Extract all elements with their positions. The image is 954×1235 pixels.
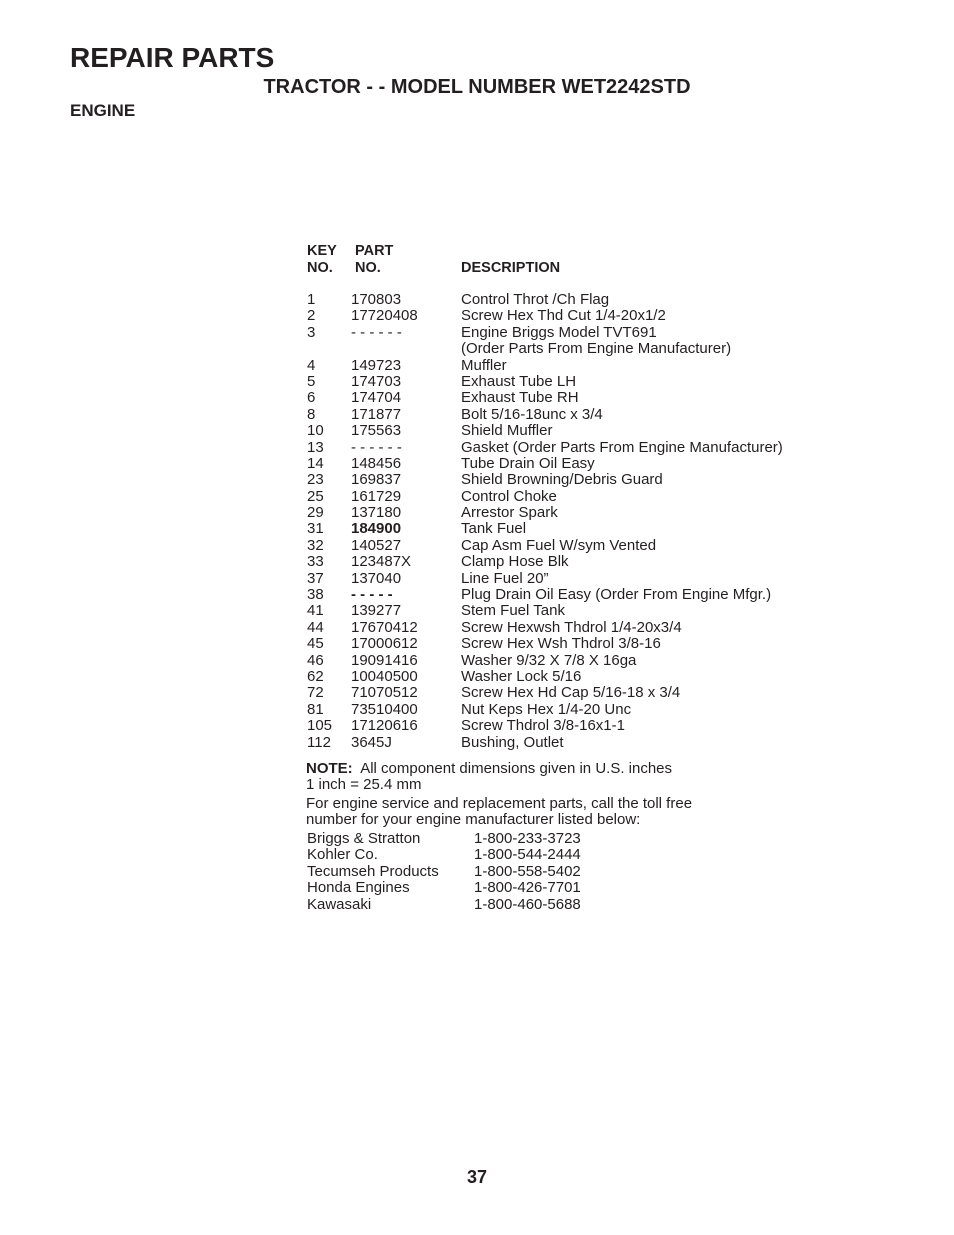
part-description: Cap Asm Fuel W/sym Vented (461, 536, 657, 554)
part-number: 170803 (351, 291, 402, 308)
part-number: 149723 (351, 356, 402, 374)
manufacturer-phone: 1-800-544-2444 (474, 846, 581, 864)
part-description: Screw Hex Hd Cap 5/16-18 x 3/4 (461, 684, 681, 702)
part-number: - - - - - - (351, 323, 402, 341)
key-header-line1: KEY (307, 243, 337, 259)
part-number: 73510400 (351, 700, 418, 718)
part-number: - - - - - - (351, 438, 402, 456)
part-description: Engine Briggs Model TVT691 (461, 323, 657, 341)
key-number: 62 (307, 667, 324, 685)
page-title: REPAIR PARTS (70, 42, 275, 73)
part-number: 148456 (351, 454, 402, 472)
note-label: NOTE: (306, 760, 353, 777)
part-number: 169837 (351, 471, 402, 489)
key-number: 31 (307, 520, 324, 538)
manufacturer-phone: 1-800-460-5688 (474, 895, 581, 913)
part-number: 17670412 (351, 618, 418, 636)
part-description: Bolt 5/16-18unc x 3/4 (461, 405, 603, 423)
part-description: Clamp Hose Blk (461, 553, 569, 571)
part-number: 139277 (351, 602, 402, 620)
key-number: 10 (307, 422, 324, 440)
key-number: 44 (307, 618, 324, 636)
part-number: 17000612 (351, 635, 418, 653)
part-number: 174704 (351, 389, 402, 407)
key-number: 4 (307, 356, 316, 374)
part-description: Control Choke (461, 487, 557, 505)
part-description: Line Fuel 20” (461, 569, 549, 587)
part-description: Nut Keps Hex 1/4-20 Unc (461, 700, 632, 718)
part-number: 137040 (351, 569, 402, 587)
part-description: Tank Fuel (461, 520, 527, 538)
key-number: 45 (307, 635, 324, 653)
part-description: Shield Muffler (461, 422, 553, 440)
part-number: - - - - - (351, 586, 393, 604)
part-description: Stem Fuel Tank (461, 602, 565, 620)
part-number: 19091416 (351, 651, 418, 669)
part-number: 174703 (351, 372, 402, 390)
part-number: 161729 (351, 487, 402, 505)
key-number: 6 (307, 389, 316, 407)
part-description: Washer 9/32 X 7/8 X 16ga (461, 651, 637, 669)
key-number: 72 (307, 684, 324, 702)
section-heading: ENGINE (70, 101, 136, 120)
part-description: Gasket (Order Parts From Engine Manufacturer) (461, 438, 783, 456)
key-number: 25 (307, 487, 324, 505)
page-number: 37 (466, 1167, 488, 1187)
key-number: 5 (307, 372, 316, 390)
key-number: 46 (307, 651, 324, 669)
key-number: 8 (307, 405, 316, 423)
manufacturer-name: Tecumseh Products (307, 862, 439, 880)
part-description: Screw Hex Thd Cut 1/4-20x1/2 (461, 307, 666, 325)
manufacturer-phone: 1-800-426-7701 (474, 879, 581, 897)
part-description: Screw Hexwsh Thdrol 1/4-20x3/4 (461, 618, 682, 636)
key-no-header (307, 243, 337, 277)
part-description: (Order Parts From Engine Manufacturer) (461, 340, 732, 358)
manufacturer-phone: 1-800-233-3723 (474, 830, 581, 847)
note-line (306, 761, 826, 777)
model-subtitle: TRACTOR - - MODEL NUMBER WET2242STD (263, 76, 691, 98)
part-description: Tube Drain Oil Easy (461, 454, 595, 472)
part-number: 140527 (351, 536, 402, 554)
part-description: Control Throt /Ch Flag (461, 291, 610, 308)
key-number: 29 (307, 504, 324, 522)
part-number: 175563 (351, 422, 402, 440)
key-number: 32 (307, 536, 324, 554)
key-number: 1 (307, 291, 316, 308)
description-header: DESCRIPTION (461, 260, 561, 276)
key-number: 41 (307, 602, 324, 620)
key-number: 13 (307, 438, 324, 456)
part-number: 10040500 (351, 667, 418, 685)
part-description: Arrestor Spark (461, 504, 558, 522)
key-number: 23 (307, 471, 324, 489)
part-number: 3645J (351, 733, 392, 751)
manufacturer-name: Briggs & Stratton (307, 830, 421, 847)
manufacturer-phone: 1-800-558-5402 (474, 862, 581, 880)
part-header-line1: PART (355, 243, 394, 259)
part-number: 71070512 (351, 684, 418, 702)
key-header-line2: NO. (307, 260, 333, 276)
part-number: 123487X (351, 553, 412, 571)
part-description: Exhaust Tube RH (461, 389, 579, 407)
service-line-1: For engine service and replacement parts, call the toll free (306, 795, 693, 812)
key-number: 37 (307, 569, 324, 587)
key-number: 33 (307, 553, 324, 571)
key-number: 14 (307, 454, 324, 472)
part-number: 184900 (351, 520, 402, 538)
service-line-2: number for your engine manufacturer listed below: (306, 811, 641, 828)
part-description: Exhaust Tube LH (461, 372, 577, 390)
key-number: 112 (307, 733, 331, 751)
part-description: Bushing, Outlet (461, 733, 564, 751)
manufacturer-name: Honda Engines (307, 879, 410, 897)
key-number: 38 (307, 586, 324, 604)
conversion-line: 1 inch = 25.4 mm (306, 776, 422, 793)
key-number: 105 (307, 717, 333, 735)
part-header-line2: NO. (355, 260, 381, 276)
part-number: 171877 (351, 405, 402, 423)
note-text: All component dimensions given in U.S. inches (360, 760, 673, 777)
key-number: 81 (307, 700, 324, 718)
part-description: Screw Hex Wsh Thdrol 3/8-16 (461, 635, 661, 653)
part-no-header (355, 243, 393, 277)
part-description: Washer Lock 5/16 (461, 667, 582, 685)
part-number: 17720408 (351, 307, 418, 325)
key-number: 2 (307, 307, 316, 325)
part-number: 137180 (351, 504, 402, 522)
part-description: Shield Browning/Debris Guard (461, 471, 663, 489)
part-description: Screw Thdrol 3/8-16x1-1 (461, 717, 625, 735)
note-block (306, 761, 826, 828)
key-number: 3 (307, 323, 316, 341)
part-description: Plug Drain Oil Easy (Order From Engine Mfgr.) (461, 586, 772, 604)
part-description: Muffler (461, 356, 507, 374)
manufacturer-name: Kawasaki (307, 895, 372, 913)
manufacturer-name: Kohler Co. (307, 846, 378, 864)
part-number: 17120616 (351, 717, 418, 735)
